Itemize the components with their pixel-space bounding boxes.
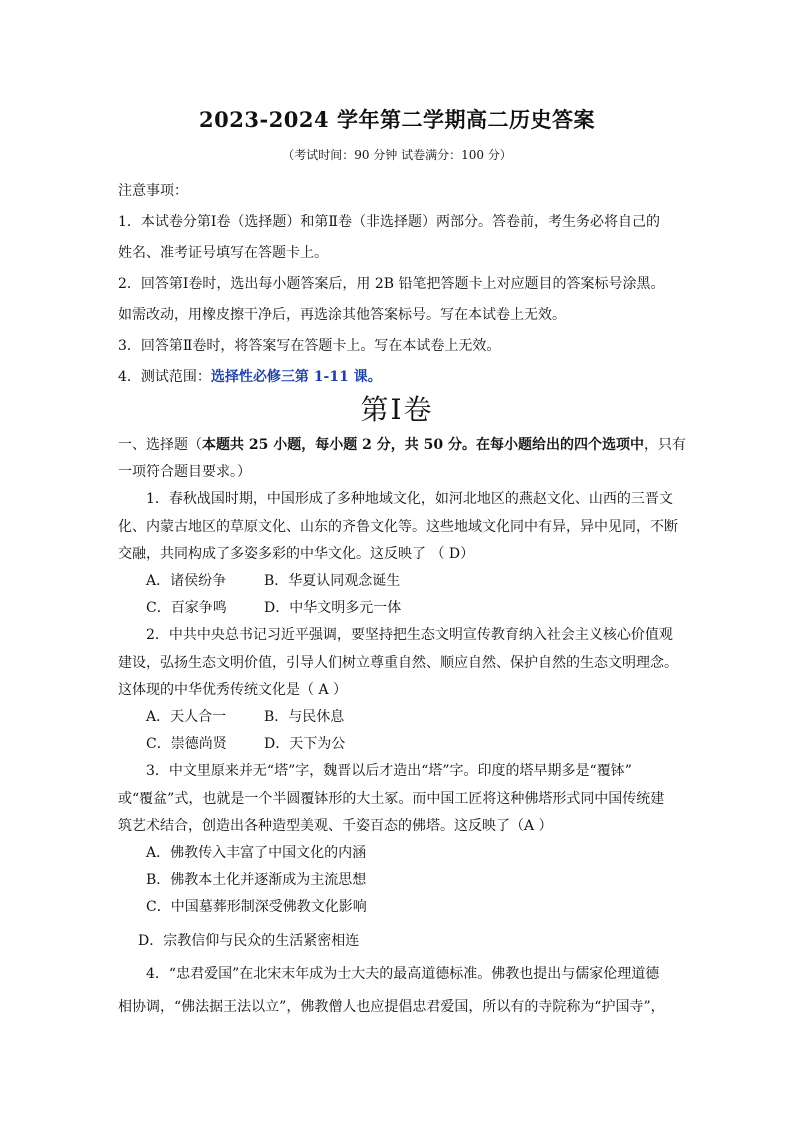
- q2-line-2: 建设，弘扬生态文明价值，引导人们树立尊重自然、顺应自然、保护自然的生态文明理念。: [118, 654, 678, 671]
- q1-line-1: 1．春秋战国时期，中国形成了多种地域文化，如河北地区的燕赵文化、山西的三晋文: [146, 491, 673, 508]
- q4-line-2: 相协调，“佛法据王法以立”，佛教僧人也应提倡忠君爱国，所以有的寺院称为“护国寺”，: [118, 999, 665, 1016]
- q2-options-cd: [118, 731, 688, 758]
- part1-instructions: [118, 432, 688, 459]
- q2-option-b: B．与民休息: [264, 709, 345, 726]
- q2-option-c: C．崇德尚贤: [146, 736, 227, 753]
- q3-option-c: C．中国墓葬形制深受佛教文化影响: [146, 899, 367, 916]
- section-title: 第Ⅰ卷: [360, 393, 434, 426]
- q3-line-3: 筑艺术结合，创造出各种造型美观、千姿百态的佛塔。这反映了（A ）: [118, 817, 553, 834]
- q1-option-a: A．诸侯纷争: [146, 573, 227, 590]
- q4-line-1: 4．“忠君爱国”在北宋末年成为士大夫的最高道德标准。佛教也提出与儒家伦理道德: [146, 965, 660, 982]
- part1-rules: 本题共 25 小题，每小题 2 分，共 50 分。在每小题给出的四个选项中: [202, 437, 644, 453]
- instruction-2-line-1: 2．回答第Ⅰ卷时，选出每小题答案后，用 2B 铅笔把答题卡上对应题目的答案标号涂黑。: [118, 276, 665, 292]
- exam-info: （考试时间：90 分钟 试卷满分：100 分）: [282, 148, 512, 162]
- q1-option-c: C．百家争鸣: [146, 600, 227, 617]
- instruction-1-line-1: 1．本试卷分第Ⅰ卷（选择题）和第Ⅱ卷（非选择题）两部分。答卷前，考生务必将自己的: [118, 214, 660, 230]
- test-range: 选择性必修三第 1-11 课。: [210, 369, 382, 385]
- part1-rules-end: ，只有: [643, 437, 686, 453]
- q3-option-d: D．宗教信仰与民众的生活紧密相连: [138, 932, 360, 949]
- q3-line-2: 或“覆盆”式，也就是一个半圆覆钵形的大土冢。而中国工匠将这种佛塔形式同中国传统建: [118, 790, 665, 807]
- instruction-2-line-2: 如需改动，用橡皮擦干净后，再选涂其他答案标号。写在本试卷上无效。: [118, 307, 566, 323]
- q3-option-b: B．佛教本土化并逐渐成为主流思想: [146, 872, 367, 889]
- q3-option-a: A．佛教传入丰富了中国文化的内涵: [146, 845, 367, 862]
- instruction-4-label: 4．测试范围：: [118, 369, 211, 385]
- q1-options-cd: [118, 595, 688, 622]
- instruction-1-line-2: 姓名、准考证号填写在答题卡上。: [118, 245, 328, 261]
- q1-options-ab: [118, 568, 688, 595]
- question-body: [118, 432, 688, 1021]
- q2-option-d: D．天下为公: [264, 736, 346, 753]
- q2-option-a: A．天人合一: [146, 709, 227, 726]
- instructions: [118, 176, 688, 393]
- q2-line-3: 这体现的中华优秀传统文化是（ A ）: [118, 681, 348, 698]
- q1-option-b: B．华夏认同观念诞生: [264, 573, 401, 590]
- q2-options-ab: [118, 704, 688, 731]
- page-title: 2023-2024 学年第二学期高二历史答案: [199, 107, 595, 132]
- q1-line-3: 交融，共同构成了多姿多彩的中华文化。这反映了 （ D）: [118, 545, 475, 562]
- q3-line-1: 3．中文里原来并无“塔”字，魏晋以后才造出“塔”字。印度的塔早期多是“覆钵”: [146, 763, 632, 780]
- instruction-3: 3．回答第Ⅱ卷时，将答案写在答题卡上。写在本试卷上无效。: [118, 338, 501, 354]
- q1-option-d: D．中华文明多元一体: [264, 600, 402, 617]
- q2-line-1: 2．中共中央总书记习近平强调，要坚持把生态文明宣传教育纳入社会主义核心价值观: [146, 627, 673, 644]
- instructions-heading: 注意事项：: [118, 183, 188, 199]
- part1-instructions-line-2: 一项符合题目要求。）: [118, 464, 251, 481]
- q1-line-2: 化、内蒙古地区的草原文化、山东的齐鲁文化等。这些地域文化同中有异，异中见同，不断: [118, 518, 678, 535]
- part1-label: 一、选择题（: [118, 437, 202, 453]
